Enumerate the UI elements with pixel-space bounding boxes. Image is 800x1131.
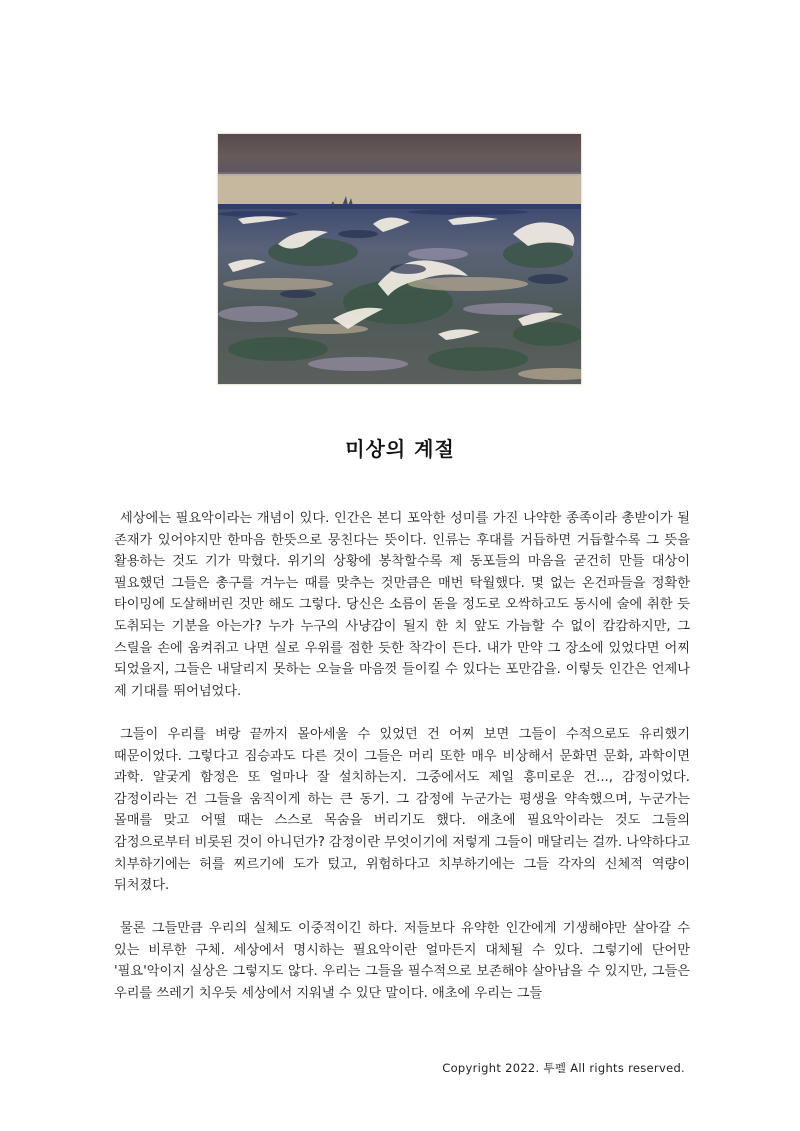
document-body [114, 508, 690, 1026]
paragraph: 세상에는 필요악이라는 개념이 있다. 인간은 본디 포악한 성미를 가진 나약한 종족이라 총받이가 될 존재가 있어야지만 한마음 한뜻으로 뭉친다는 뜻이다. 인류는 후대를 거듭하면 거듭할수록 그 뜻을 활용하는 것도 기가 막혔다. 위기의 상황에 봉착할수록 제 동포들의 마음을 굳건히 만들 대상이 필요했던 그들은 총구를 겨누는 때를 맞추는 것만큼은 매번 탁월했다. 몇 없는 온건파들을 정확한 타이밍에 도살해버린 것만 해도 그렇다. 당신은 소름이 돋을 정도로 오싹하고도 동시에 술에 취한 듯 도취되는 기분을 아는가? 누가 누구의 사냥감이 될지 한 치 앞도 가늠할 수 없이 캄캄하지만, 그 스릴을 손에 움켜쥐고 나면 실로 우위를 점한 듯한 착각이 든다. 내가 만약 그 장소에 있었다면 어찌 되었을지, 그들은 내달리지 못하는 오늘을 마음껏 들이킬 수 있다는 포만감을. 이렇듯 인간은 언제나 제 기대를 뛰어넘었다. [114, 511, 690, 699]
seascape-painting [218, 134, 581, 384]
sky [218, 134, 581, 174]
paragraph: 물론 그들만큼 우리의 실체도 이중적이긴 하다. 저들보다 유약한 인간에게 기생해야만 살아갈 수 있는 비루한 구체. 세상에서 명시하는 필요악이란 얼마든지 대체될 수 있다. 그렇기에 단어만 '필요'악이지 실상은 그렇지도 않다. 우리는 그들을 필수적으로 보존해야 살아남을 수 있지만, 그들은 우리를 쓰레기 치우듯 세상에서 지워낼 수 있단 말이다. 애초에 우리는 그들 [114, 921, 690, 1002]
horizon [218, 176, 581, 206]
paragraph: 그들이 우리를 벼랑 끝까지 몰아세울 수 있었던 건 어찌 보면 그들이 수적으로도 유리했기 때문이었다. 그렇다고 짐승과도 다른 것이 그들은 머리 또한 매우 비상해서 문화면 문화, 과학이면 과학. 얄궂게 함정은 또 얼마나 잘 설치하는지. 그중에서도 제일 흥미로운 건..., 감정이었다. 감정이라는 건 그들을 움직이게 하는 큰 동기. 그 감정에 누군가는 평생을 약속했으며, 누군가는 몰매를 맞고 어떨 때는 스스로 목숨을 버리기도 했다. 애초에 필요악이라는 것도 그들의 감정으로부터 비롯된 것이 아니던가? 감정이란 무엇이기에 저렇게 그들이 매달리는 걸까. 나약하다고 치부하기에는 허를 찌르기에 도가 텄고, 위험하다고 치부하기에는 그들 각자의 신체적 역량이 뒤처졌다. [114, 726, 690, 894]
seascape-icon [218, 134, 581, 384]
copyright-notice: Copyright 2022. 투펠 All rights reserved. [442, 1061, 685, 1075]
document-title: 미상의 계절 [345, 437, 455, 461]
